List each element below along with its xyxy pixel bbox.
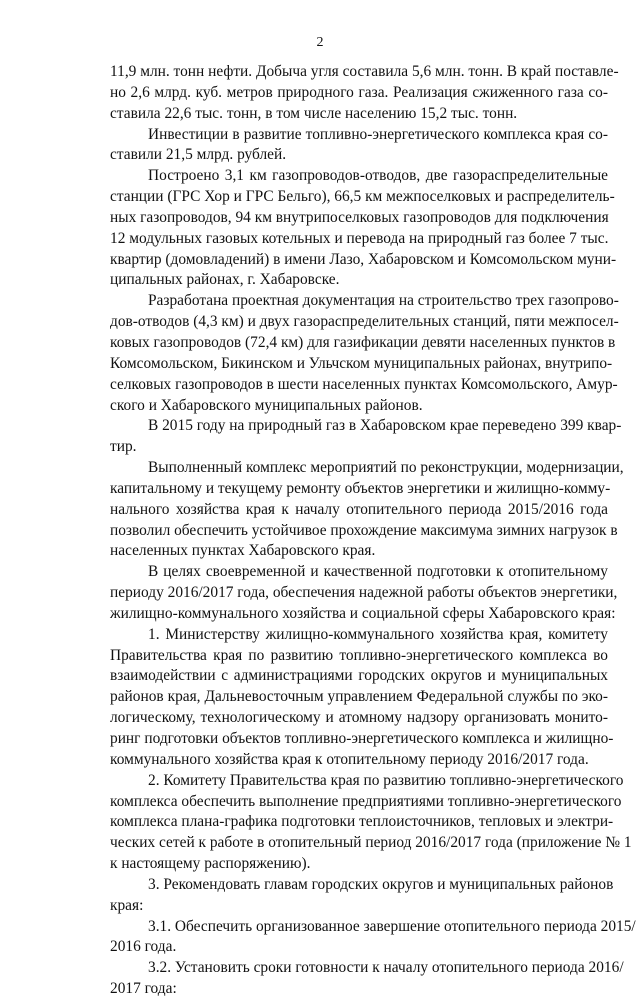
text-line: к настоящему распоряжению). <box>110 855 311 873</box>
text-line: ринг подготовки объектов топливно-энергетического комплекса и жилищно- <box>110 730 614 747</box>
text-line: Инвестиции в развитие топливно-энергетического комплекса края со- <box>148 125 608 143</box>
text-line: дов-отводов (4,3 км) и двух газораспределительных станций, пяти межпосел- <box>110 313 619 331</box>
text-line: 11,9 млн. тонн нефти. Добыча угля составила 5,6 млн. тонн. В край поставле- <box>110 63 619 80</box>
text-line: ческих сетей к работе в отопительный период 2016/2017 года (приложение № 1 <box>110 834 632 852</box>
text-line: 2017 года: <box>110 980 177 998</box>
paragraph <box>110 771 632 875</box>
paragraph <box>110 416 622 458</box>
page-number: 2 <box>316 35 324 50</box>
text-line: районов края, Дальневосточным управлением Федеральной службы по эко- <box>110 688 608 706</box>
text-line: станции (ГРС Хор и ГРС Бельго), 66,5 км межпоселковых и распределитель- <box>110 188 615 206</box>
text-line: ставили 21,5 млрд. рублей. <box>110 146 287 164</box>
text-line: жилищно-коммунального хозяйства и социальной сферы Хабаровского края: <box>110 604 616 622</box>
paragraph <box>110 562 618 625</box>
text-line: комплекса плана-графика подготовки теплоисточников, тепловых и электри- <box>110 813 614 831</box>
paragraph <box>110 166 617 291</box>
text-line: 2016 года. <box>110 938 177 956</box>
paragraph <box>110 958 624 1000</box>
paragraph <box>110 125 608 167</box>
text-line: населенных пунктах Хабаровского края. <box>110 542 376 560</box>
text-line: 1. Министерству жилищно-коммунального хозяйства края, комитету <box>148 625 608 643</box>
text-line: ставила 22,6 тыс. тонн, в том числе населению 15,2 тыс. тонн. <box>110 104 518 122</box>
text-line: Комсомольском, Бикинском и Ульчском муниципальных районах, внутрипо- <box>110 354 613 372</box>
document-body <box>110 62 636 1000</box>
text-line: 3.2. Установить сроки готовности к началу отопительного периода 2016/ <box>148 959 624 977</box>
text-line: В 2015 году на природный газ в Хабаровском крае переведено 399 квар- <box>148 417 622 435</box>
text-line: 2. Комитету Правительства края по развитию топливно-энергетического <box>148 771 624 789</box>
text-line: квартир (домовладений) в имени Лазо, Хабаровском и Комсомольском муни- <box>110 250 617 268</box>
paragraph <box>110 625 614 771</box>
text-line: комплекса обеспечить выполнение предприятиями топливно-энергетического <box>110 792 622 810</box>
text-line: взаимодействии с администрациями городских округов и муниципальных <box>110 667 608 685</box>
text-line: тир. <box>110 438 137 456</box>
text-line: 3.1. Обеспечить организованное завершение отопительного периода 2015/ <box>148 917 636 935</box>
text-line: ных газопроводов, 94 км внутрипоселковых газопроводов для подключения <box>110 208 609 226</box>
text-line: логическому, технологическому и атомному надзору организовать монито- <box>110 709 608 727</box>
paragraph <box>110 917 636 959</box>
text-line: Разработана проектная документация на строительство трех газопрово- <box>148 292 619 310</box>
text-line: В целях своевременной и качественной подготовки к отопительному <box>148 563 608 581</box>
text-line: Правительства края по развитию топливно-энергетического комплекса во <box>110 646 608 664</box>
text-line: ского и Хабаровского муниципальных районов. <box>110 396 423 414</box>
paragraph <box>110 458 624 562</box>
paragraph <box>110 62 619 125</box>
text-line: капитальному и текущему ремонту объектов энергетики и жилищно-комму- <box>110 479 611 497</box>
text-line: ципальных районах, г. Хабаровске. <box>110 271 340 289</box>
text-line: Выполненный комплекс мероприятий по реконструкции, модернизации, <box>148 459 624 477</box>
text-line: края: <box>110 896 144 914</box>
paragraph <box>110 291 619 416</box>
text-line: 3. Рекомендовать главам городских округов и муниципальных районов <box>148 875 614 893</box>
text-line: коммунального хозяйства края к отопительному периоду 2016/2017 года. <box>110 750 589 768</box>
text-line: нального хозяйства края к началу отопительного периода 2015/2016 года <box>110 500 608 518</box>
text-line: ковых газопроводов (72,4 км) для газификации девяти населенных пунктов в <box>110 333 616 351</box>
text-line: Построено 3,1 км газопроводов-отводов, две газораспределительные <box>148 167 608 185</box>
text-line: но 2,6 млрд. куб. метров природного газа. Реализация сжиженного газа со- <box>110 83 608 101</box>
text-line: селковых газопроводов в шести населенных пунктах Комсомольского, Амур- <box>110 375 618 393</box>
text-line: периоду 2016/2017 года, обеспечения надежной работы объектов энергетики, <box>110 584 618 602</box>
paragraph <box>110 875 614 917</box>
text-line: позволил обеспечить устойчивое прохождение максимума зимних нагрузок в <box>110 521 618 539</box>
text-line: 12 модульных газовых котельных и перевода на природный газ более 7 тыс. <box>110 229 609 247</box>
